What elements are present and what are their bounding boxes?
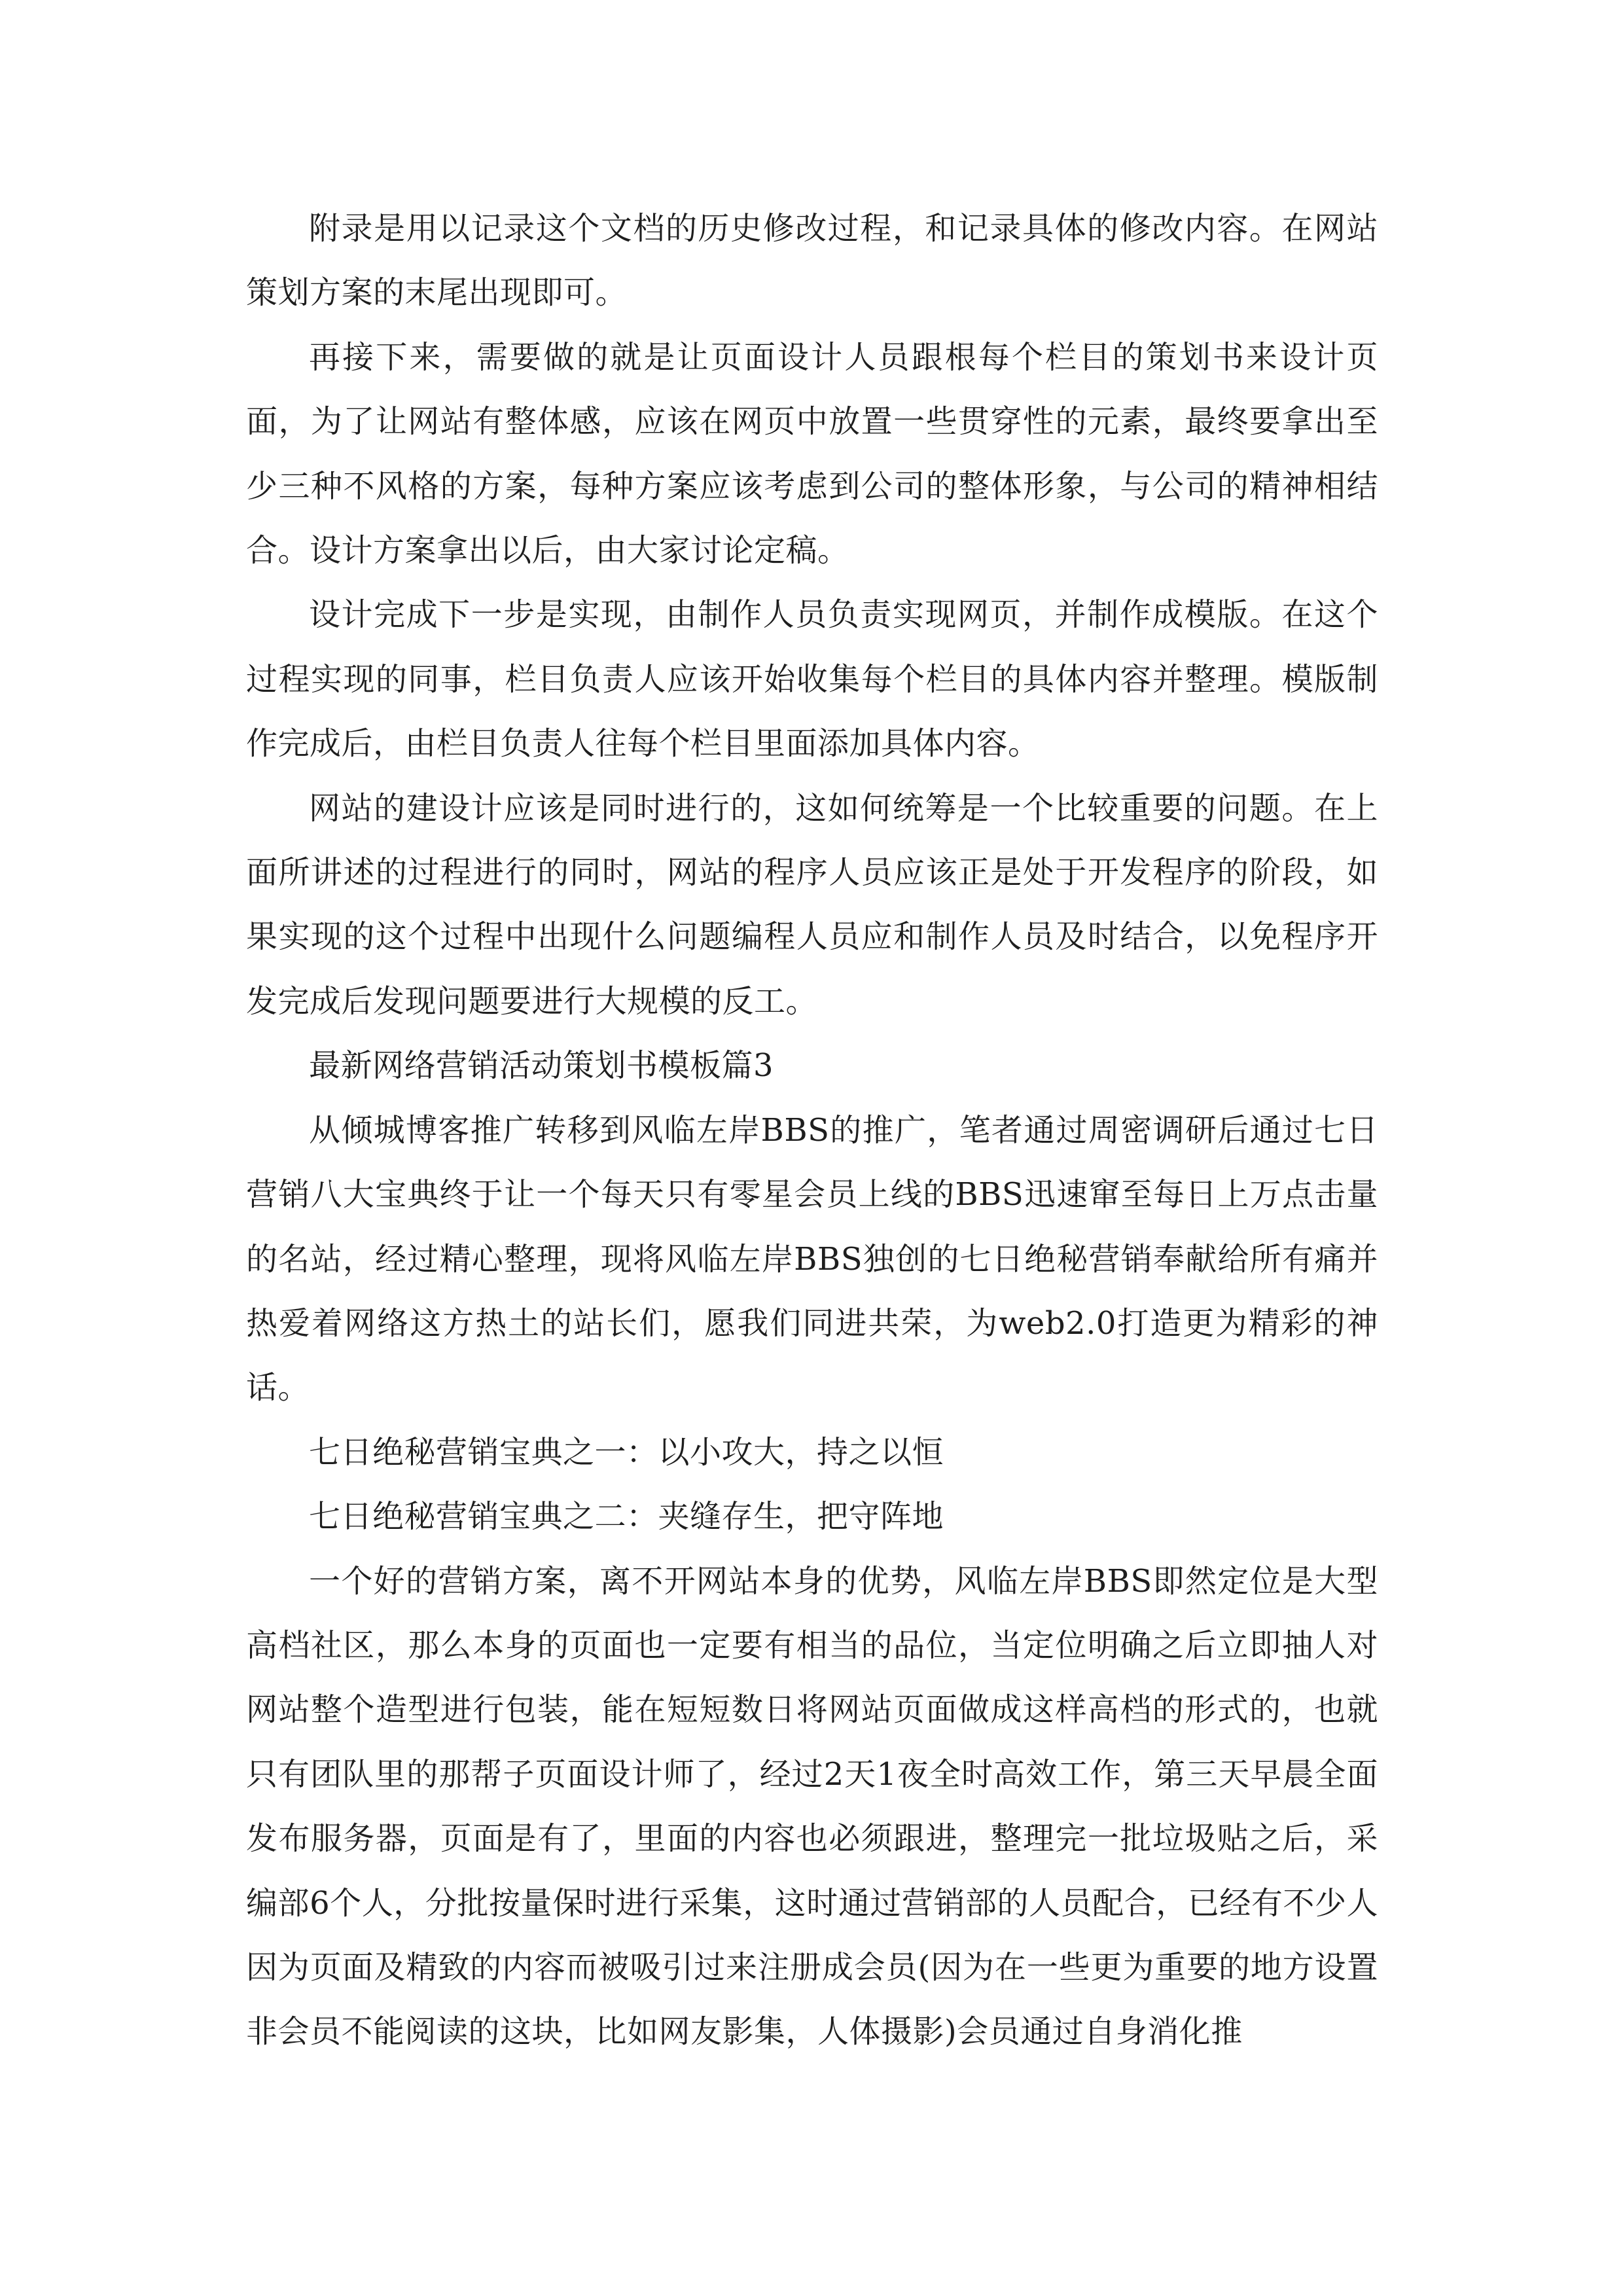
paragraph-coordination: 网站的建设计应该是同时进行的，这如何统筹是一个比较重要的问题。在上面所讲述的过程进行的同时，网站的程序人员应该正是处于开发程序的阶段，如果实现的这个过程中出现什么问题编程人员应和制作人员及时结合，以免程序开发完成后发现问题要进行大规模的反工。 — [246, 789, 1378, 1020]
section-heading: 最新网络营销活动策划书模板篇3 — [309, 1047, 774, 1085]
paragraph-bbs-promotion: 从倾城博客推广转移到风临左岸BBS的推广，笔者通过周密调研后通过七日营销八大宝典终于让一个每天只有零星会员上线的BBS迅速窜至每日上万点击量的名站，经过精心整理，现将风临左岸BBS独创的七日绝秘营销奉献给所有痛并热爱着网络这方热土的站长们，愿我们同进共荣，为web2.0打造更为精彩的神话。 — [246, 1111, 1378, 1407]
paragraph-tip-two: 七日绝秘营销宝典之二：夹缝存生，把守阵地 — [309, 1498, 944, 1535]
paragraph-page-design: 再接下来，需要做的就是让页面设计人员跟根每个栏目的策划书来设计页面，为了让网站有整体感，应该在网页中放置一些贯穿性的元素，最终要拿出至少三种不风格的方案，每种方案应该考虑到公司的整体形象，与公司的精神相结合。设计方案拿出以后，由大家讨论定稿。 — [246, 338, 1378, 569]
paragraph-implementation: 设计完成下一步是实现，由制作人员负责实现网页，并制作成模版。在这个过程实现的同事，栏目负责人应该开始收集每个栏目的具体内容并整理。模版制作完成后，由栏目负责人往每个栏目里面添加具体内容。 — [246, 596, 1378, 762]
paragraph-tip-one: 七日绝秘营销宝典之一：以小攻大，持之以恒 — [309, 1433, 944, 1471]
paragraph-appendix: 附录是用以记录这个文档的历史修改过程，和记录具体的修改内容。在网站策划方案的末尾出现即可。 — [246, 210, 1378, 312]
document-body — [246, 196, 1378, 2064]
paragraph-marketing-plan: 一个好的营销方案，离不开网站本身的优势，风临左岸BBS即然定位是大型高档社区，那么本身的页面也一定要有相当的品位，当定位明确之后立即抽人对网站整个造型进行包装，能在短短数日将网站页面做成这样高档的形式的，也就只有团队里的那帮子页面设计师了，经过2天1夜全时高效工作，第三天早晨全面发布服务器，页面是有了，里面的内容也必须跟进，整理完一批垃圾贴之后，采编部6个人，分批按量保时进行采集，这时通过营销部的人员配合，已经有不少人因为页面及精致的内容而被吸引过来注册成会员(因为在一些更为重要的地方设置非会员不能阅读的这块，比如网友影集，人体摄影)会员通过自身消化推 — [246, 1562, 1378, 2051]
